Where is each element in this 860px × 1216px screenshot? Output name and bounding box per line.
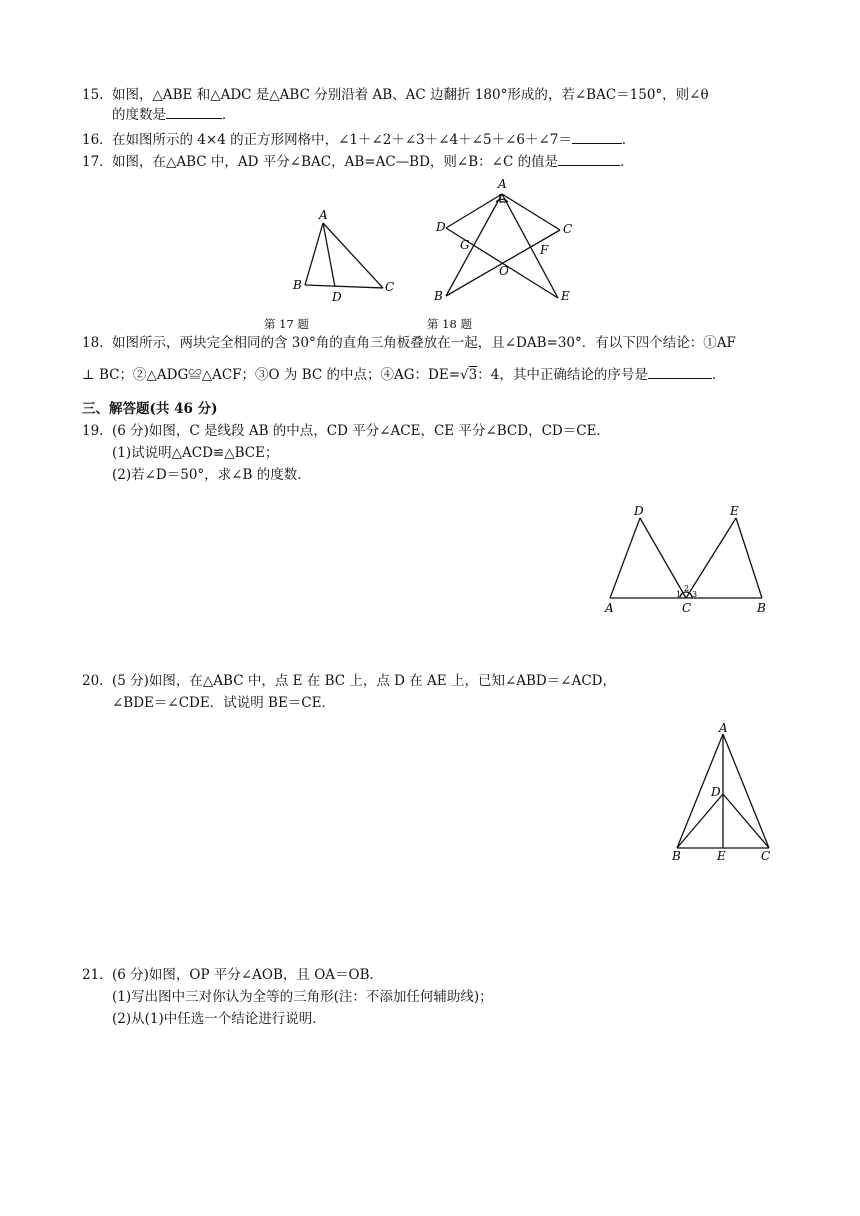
vertex-label: E [730,504,739,518]
vertex-label: C [682,601,692,615]
question-15-line2 [112,106,236,124]
vertex-label: B [434,289,443,303]
question-19-part1: (1)试说明△ACD≌△BCE； [112,445,279,461]
vertex-label: B [293,278,302,292]
question-text: (6 分)如图，OP 平分∠AOB，且 OA＝OB． [112,967,384,983]
punctuation: ． [711,367,726,383]
angle-label: 3 [692,590,698,599]
vertex-label: E [561,289,570,303]
question-text: 的度数是 [112,107,166,123]
vertex-label: A [319,208,328,222]
question-text: ⊥ BC；②△ADG≌△ACF；③O 为 BC 的中点；④AG：DE= [82,367,461,383]
question-16 [82,131,635,149]
question-text: 如图，在△ABC 中，AD 平分∠BAC，AB=AC—BD，则∠B：∠C 的值是 [112,154,559,170]
angle-label: 2 [684,584,690,593]
figure-20 [665,722,785,867]
question-18-line2 [82,366,725,384]
answer-blank[interactable] [558,153,620,166]
question-text: ：4，其中正确结论的序号是 [477,367,648,383]
figure-17 [285,205,405,305]
figure-17-caption: 第 17 题 [264,317,309,331]
question-21-part1: (1)写出图中三对你认为全等的三角形(注：不添加任何辅助线)； [112,989,493,1005]
question-text: 如图，△ABE 和△ADC 是△ABC 分别沿着 AB、AC 边翻折 180°形成的，若∠BAC＝150°，则∠θ [112,87,709,103]
punctuation: ． [222,107,236,123]
question-19 [82,422,610,440]
vertex-label: A [719,721,728,735]
vertex-label: A [605,601,614,615]
question-21 [82,966,383,984]
answer-blank[interactable] [648,366,712,379]
question-number: 20． [82,673,113,689]
vertex-label: C [563,222,573,236]
question-number: 17． [82,154,113,170]
punctuation: ． [621,132,636,148]
figure-19 [600,502,780,617]
sqrt-symbol: √ [460,367,469,383]
vertex-label: G [460,238,470,252]
question-number: 19． [82,423,113,439]
vertex-label: C [385,280,395,294]
vertex-label: A [498,177,507,191]
answer-blank[interactable] [572,131,622,144]
question-18 [82,334,736,352]
question-21-part2: (2)从(1)中任选一个结论进行说明． [112,1011,326,1027]
figure-18 [430,178,580,308]
vertex-label: D [436,220,446,234]
question-number: 21． [82,967,113,983]
question-20 [82,672,616,690]
question-text: 在如图所示的 4×4 的正方形网格中，∠1＋∠2＋∠3＋∠4＋∠5＋∠6＋∠7＝ [112,132,572,148]
vertex-label: F [540,243,549,257]
figure-18-caption: 第 18 题 [427,317,472,331]
question-15 [82,86,709,104]
vertex-label: B [672,849,681,863]
vertex-label: E [717,849,726,863]
question-20-line2: ∠BDE＝∠CDE．试说明 BE＝CE． [112,695,335,711]
vertex-label: D [332,290,342,304]
vertex-label: D [711,785,721,799]
question-19-part2: (2)若∠D＝50°，求∠B 的度数． [112,467,311,483]
section-title: 三、解答题(共 46 分) [82,401,218,417]
question-text: (6 分)如图，C 是线段 AB 的中点，CD 平分∠ACE，CE 平分∠BCD，CD＝CE． [112,423,610,439]
question-text: 如图所示，两块完全相同的含 30°角的直角三角板叠放在一起，且∠DAB=30°．有以下四个结论：①AF [112,335,736,351]
vertex-label: O [499,264,509,278]
vertex-label: C [761,849,771,863]
angle-label: 1 [676,590,682,599]
sqrt-radicand: 3 [468,367,478,383]
question-text: (5 分)如图，在△ABC 中，点 E 在 BC 上，点 D 在 AE 上，已知∠ABD＝∠ACD， [112,673,616,689]
vertex-label: B [757,601,766,615]
punctuation: ． [620,154,634,170]
question-number: 18. [82,335,104,351]
question-number: 15． [82,87,113,103]
vertex-label: D [634,504,644,518]
question-17 [82,153,634,171]
question-number: 16． [82,132,113,148]
answer-blank[interactable] [166,106,222,119]
